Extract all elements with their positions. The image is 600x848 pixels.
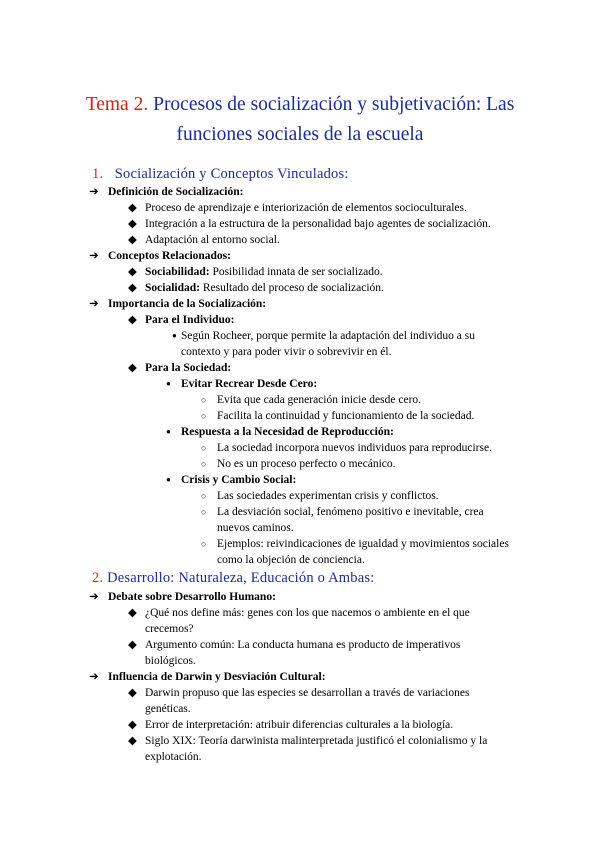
circle-bullet-icon: ○: [201, 539, 207, 549]
subheading-reproduccion: Respuesta a la Necesidad de Reproducción:: [181, 426, 394, 438]
list-item-continuation: explotación.: [145, 751, 202, 763]
page-title: [40, 90, 560, 150]
list-item: Siglo XIX: Teoría darwinista malinterpretada justificó el colonialismo y la: [145, 735, 488, 747]
arrow-bullet-icon: ➔: [89, 186, 99, 198]
subheading-sociedad: Para la Sociedad:: [145, 362, 232, 374]
list-item: Las sociedades experimentan crisis y conflictos.: [217, 490, 439, 502]
circle-bullet-icon: ○: [201, 459, 207, 469]
dot-bullet-icon: ●: [166, 427, 171, 436]
list-item-continuation: biológicos.: [145, 655, 196, 667]
term-description: Resultado del proceso de socialización.: [199, 282, 384, 294]
list-item: Facilita la continuidad y funcionamiento de la sociedad.: [217, 410, 475, 422]
title-line-2: funciones sociales de la escuela: [176, 124, 424, 145]
diamond-bullet-icon: ◆: [128, 719, 137, 731]
dot-bullet-icon: ●: [166, 475, 171, 484]
diamond-bullet-icon: ◆: [128, 639, 137, 651]
dot-bullet-icon: ●: [166, 379, 171, 388]
term: Sociabilidad:: [145, 266, 210, 278]
heading-debate: Debate sobre Desarrollo Humano:: [108, 591, 276, 603]
section-2-heading: [92, 569, 374, 587]
diamond-bullet-icon: ◆: [128, 607, 137, 619]
arrow-bullet-icon: ➔: [89, 250, 99, 262]
list-item: Evita que cada generación inicie desde cero.: [217, 394, 422, 406]
diamond-bullet-icon: ◆: [128, 266, 137, 278]
subheading-crisis: Crisis y Cambio Social:: [181, 474, 297, 486]
list-item-continuation: contexto y para poder vivir o sobrevivir en él.: [181, 346, 392, 358]
list-item: Proceso de aprendizaje e interiorización de elementos socioculturales.: [145, 202, 467, 214]
arrow-bullet-icon: ➔: [89, 671, 99, 683]
diamond-bullet-icon: ◆: [128, 687, 137, 699]
section-title: Desarrollo: Naturaleza, Educación o Ambas:: [107, 570, 375, 586]
circle-bullet-icon: ○: [201, 411, 207, 421]
section-number: 2.: [92, 570, 104, 586]
diamond-bullet-icon: ◆: [128, 202, 137, 214]
circle-bullet-icon: ○: [201, 443, 207, 453]
heading-importancia: Importancia de la Socialización:: [108, 298, 267, 310]
title-line-1: Procesos de socialización y subjetivación: Las: [153, 94, 515, 115]
heading-darwin: Influencia de Darwin y Desviación Cultural:: [108, 671, 326, 683]
diamond-bullet-icon: ◆: [128, 735, 137, 747]
list-item-continuation: como la objeción de conciencia.: [217, 554, 365, 566]
diamond-bullet-icon: ◆: [128, 362, 137, 374]
list-item: Darwin propuso que las especies se desarrollan a través de variaciones: [145, 687, 470, 699]
list-item: Según Rocheer, porque permite la adaptación del individuo a su: [181, 330, 475, 342]
list-item: [145, 264, 383, 280]
section-1-heading: [92, 165, 349, 183]
term: Socialidad:: [145, 282, 200, 294]
heading-conceptos: Conceptos Relacionados:: [108, 250, 231, 262]
diamond-bullet-icon: ◆: [128, 282, 137, 294]
list-item: Argumento común: La conducta humana es producto de imperativos: [145, 639, 461, 651]
term-description: Posibilidad innata de ser socializado.: [209, 266, 383, 278]
arrow-bullet-icon: ➔: [89, 591, 99, 603]
subheading-individuo: Para el Individuo:: [145, 314, 235, 326]
list-item: Integración a la estructura de la personalidad bajo agentes de socialización.: [145, 218, 491, 230]
diamond-bullet-icon: ◆: [128, 234, 137, 246]
subheading-evitar: Evitar Recrear Desde Cero:: [181, 378, 318, 390]
heading-definicion: Definición de Socialización:: [108, 186, 244, 198]
list-item-continuation: crecemos?: [145, 623, 194, 635]
list-item: La desviación social, fenómeno positivo e inevitable, crea: [217, 506, 484, 518]
dot-bullet-icon: ●: [172, 331, 177, 340]
list-item: Error de interpretación: atribuir diferencias culturales a la biología.: [145, 719, 454, 731]
diamond-bullet-icon: ◆: [128, 314, 137, 326]
section-number: 1.: [92, 166, 104, 182]
circle-bullet-icon: ○: [201, 507, 207, 517]
arrow-bullet-icon: ➔: [89, 298, 99, 310]
list-item: [145, 280, 384, 296]
list-item: No es un proceso perfecto o mecánico.: [217, 458, 396, 470]
list-item: La sociedad incorpora nuevos individuos para reproducirse.: [217, 442, 492, 454]
list-item: Ejemplos: reivindicaciones de igualdad y movimientos sociales: [217, 538, 509, 550]
circle-bullet-icon: ○: [201, 491, 207, 501]
list-item: Adaptación al entorno social.: [145, 234, 280, 246]
section-title: Socialización y Conceptos Vinculados:: [114, 166, 349, 182]
circle-bullet-icon: ○: [201, 395, 207, 405]
title-prefix: Tema 2.: [85, 94, 149, 115]
list-item-continuation: nuevos caminos.: [217, 522, 294, 534]
diamond-bullet-icon: ◆: [128, 218, 137, 230]
list-item: ¿Qué nos define más: genes con los que nacemos o ambiente en el que: [145, 607, 470, 619]
list-item-continuation: genéticas.: [145, 703, 191, 715]
